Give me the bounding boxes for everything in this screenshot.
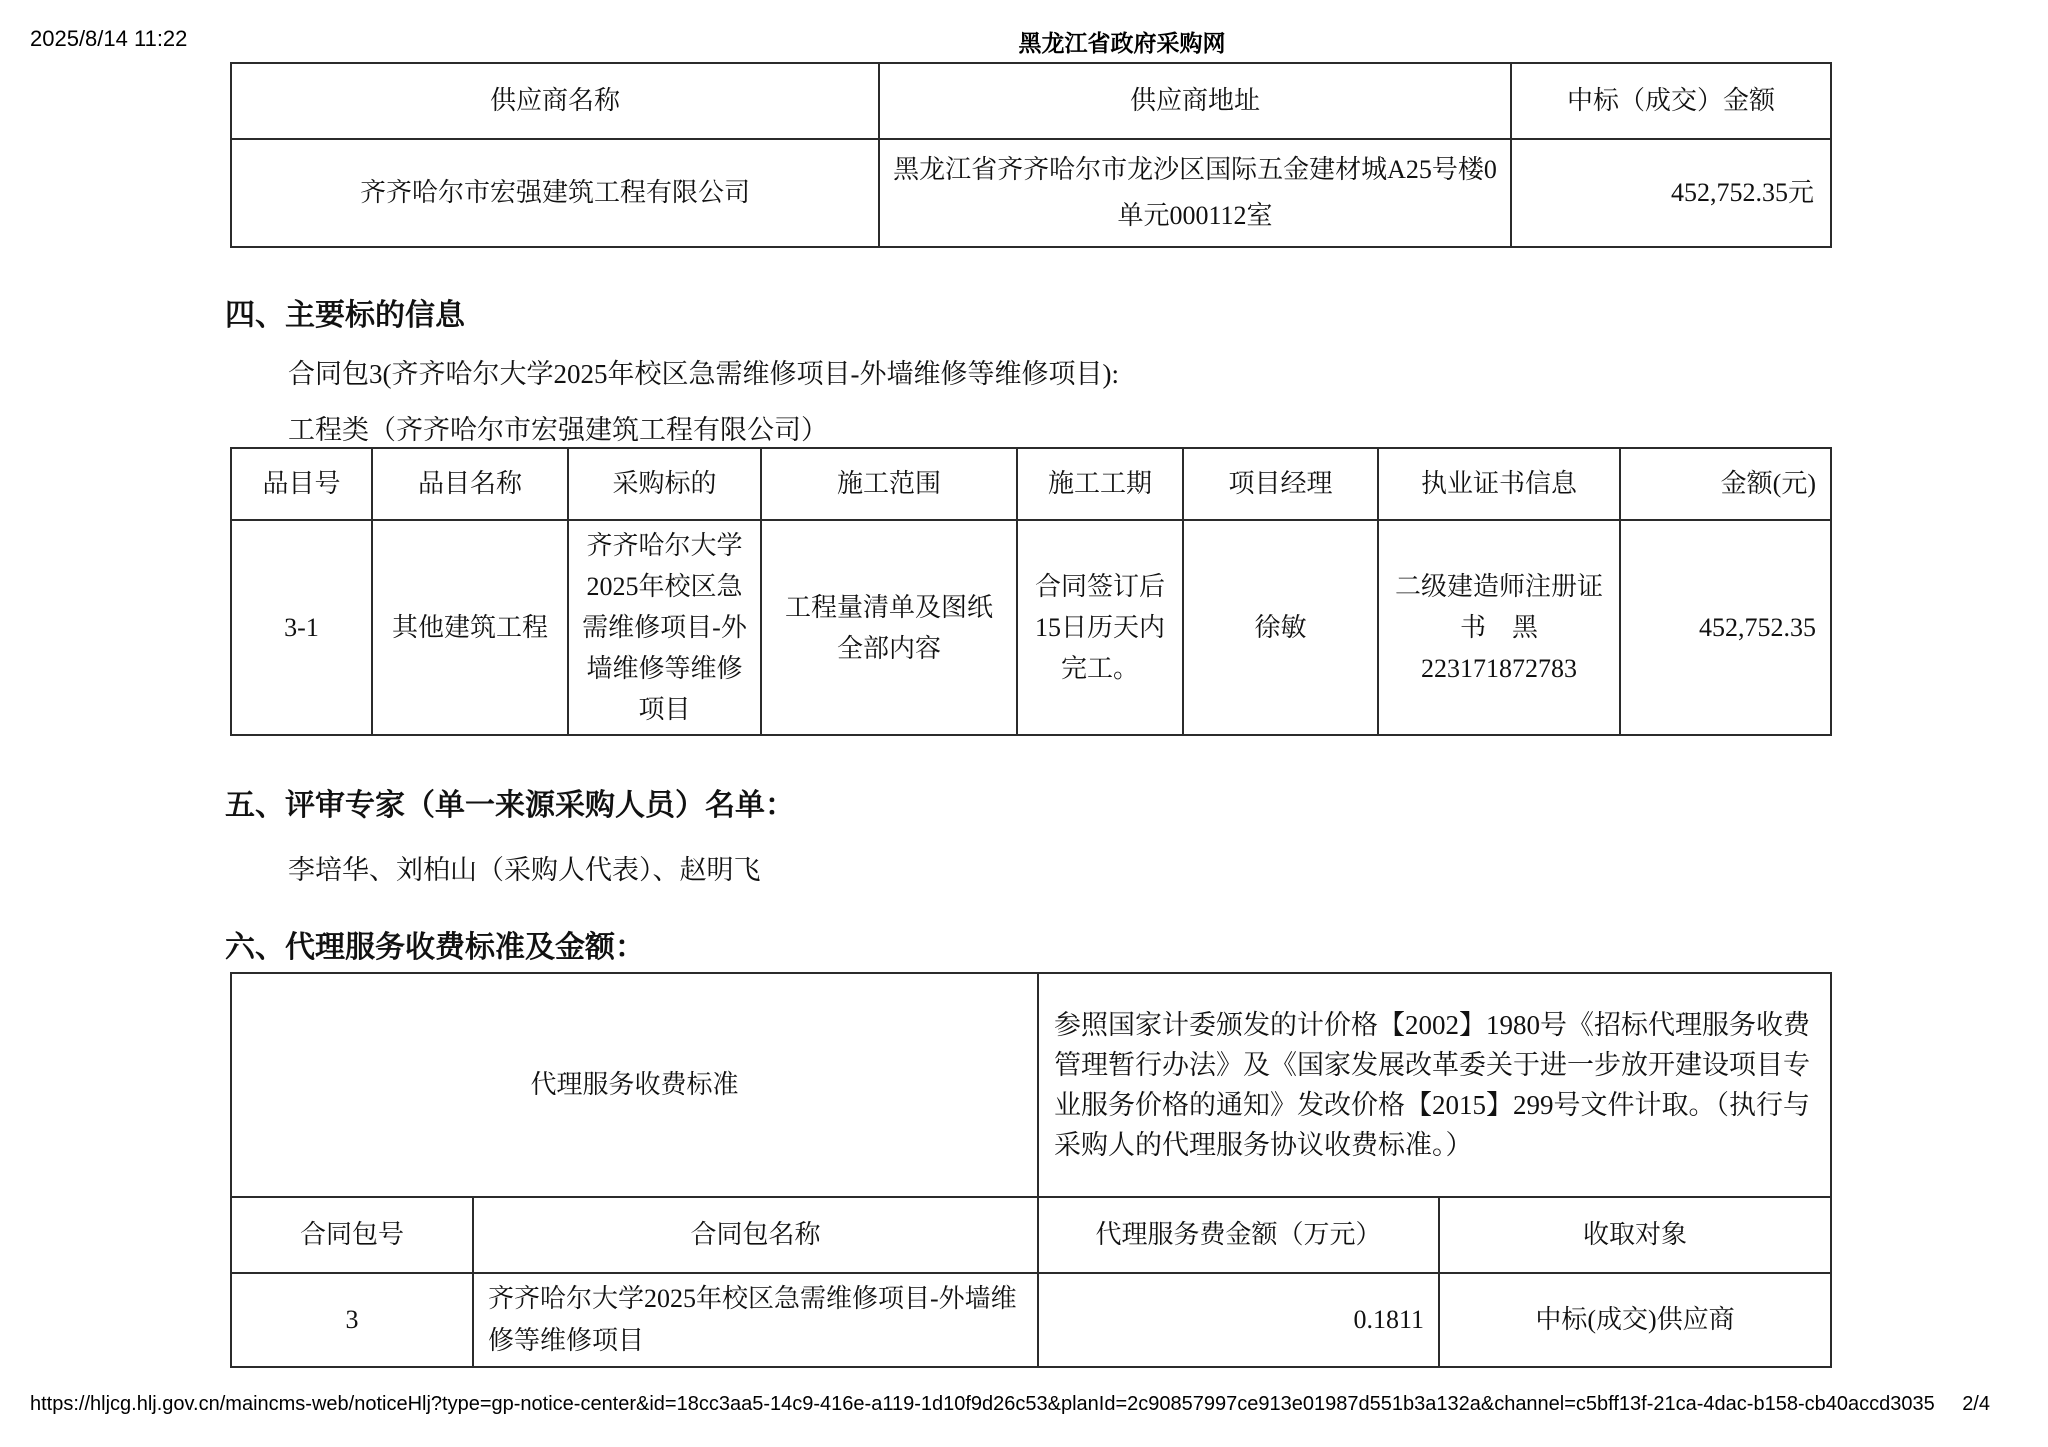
construction-scope-header: 施工范围: [761, 448, 1017, 520]
agency-table-header-row: [231, 1197, 1831, 1273]
fee-standard-text: 参照国家计委颁发的计价格【2002】1980号《招标代理服务收费管理暂行办法》及《国家发展改革委关于进一步放开建设项目专业服务价格的通知》发改价格【2015】299号文件计取。（执行与采购人的代理服务协议收费标准。）: [1038, 973, 1831, 1197]
award-amount-cell: 452,752.35元: [1511, 139, 1831, 247]
subject-table-header-row: [231, 448, 1831, 520]
amount-cell: 452,752.35: [1620, 520, 1831, 735]
certificate-cell: 二级建造师注册证书 黑223171872783: [1378, 520, 1620, 735]
payer-header: 收取对象: [1439, 1197, 1831, 1273]
package-name-header: 合同包名称: [473, 1197, 1038, 1273]
project-manager-header: 项目经理: [1183, 448, 1378, 520]
page-indicator: 2/4: [1962, 1393, 1990, 1415]
contract-package-line: 合同包3(齐齐哈尔大学2025年校区急需维修项目-外墙维修等维修项目):: [288, 359, 1119, 389]
fee-standard-label: 代理服务收费标准: [231, 973, 1038, 1197]
expert-names: 李培华、刘柏山（采购人代表）、赵明飞: [288, 855, 761, 885]
subject-table-data-row: [231, 520, 1831, 735]
site-title: 黑龙江省政府采购网: [1018, 30, 1226, 56]
construction-period-header: 施工工期: [1017, 448, 1183, 520]
project-type-line: 工程类（齐齐哈尔市宏强建筑工程有限公司）: [288, 415, 828, 445]
subject-table: [230, 447, 1832, 736]
agency-fee-cell: 0.1811: [1038, 1273, 1439, 1367]
construction-period-cell: 合同签订后15日历天内完工。: [1017, 520, 1183, 735]
supplier-name-cell: 齐齐哈尔市宏强建筑工程有限公司: [231, 139, 879, 247]
award-amount-header: 中标（成交）金额: [1511, 63, 1831, 139]
section-4-heading: 四、主要标的信息: [225, 299, 465, 332]
procurement-subject-header: 采购标的: [568, 448, 761, 520]
section-5-heading: 五、评审专家（单一来源采购人员）名单：: [225, 789, 795, 822]
amount-header: 金额(元): [1620, 448, 1831, 520]
supplier-name-header: 供应商名称: [231, 63, 879, 139]
project-manager-cell: 徐敏: [1183, 520, 1378, 735]
package-no-header: 合同包号: [231, 1197, 473, 1273]
package-name-cell: 齐齐哈尔大学2025年校区急需维修项目-外墙维修等维修项目: [473, 1273, 1038, 1367]
supplier-table-header-row: [231, 63, 1831, 139]
agency-fee-table: [230, 972, 1832, 1368]
section-6-heading: 六、代理服务收费标准及金额：: [225, 931, 645, 964]
supplier-address-header: 供应商地址: [879, 63, 1511, 139]
print-timestamp: 2025/8/14 11:22: [30, 26, 188, 51]
payer-cell: 中标(成交)供应商: [1439, 1273, 1831, 1367]
construction-scope-cell: 工程量清单及图纸全部内容: [761, 520, 1017, 735]
agency-table-data-row: [231, 1273, 1831, 1367]
agency-fee-header: 代理服务费金额（万元）: [1038, 1197, 1439, 1273]
supplier-address-cell: 黑龙江省齐齐哈尔市龙沙区国际五金建材城A25号楼0单元000112室: [879, 139, 1511, 247]
print-footer-url: https://hljcg.hlj.gov.cn/maincms-web/noticeHlj?type=gp-notice-center&id=18cc3aa5-14c9-416e-a119-1d10f9d26c53&planId=2c90857997ce913e01987d551b3a132a&channel=c5bff13f-21ca-4dac-b158-cb40accd3035: [30, 1393, 1935, 1415]
fee-standard-row: [231, 973, 1831, 1197]
supplier-table: [230, 62, 1832, 248]
item-name-cell: 其他建筑工程: [372, 520, 568, 735]
package-no-cell: 3: [231, 1273, 473, 1367]
procurement-subject-cell: 齐齐哈尔大学2025年校区急需维修项目-外墙维修等维修项目: [568, 520, 761, 735]
item-no-header: 品目号: [231, 448, 372, 520]
item-name-header: 品目名称: [372, 448, 568, 520]
supplier-table-data-row: [231, 139, 1831, 247]
item-no-cell: 3-1: [231, 520, 372, 735]
certificate-header: 执业证书信息: [1378, 448, 1620, 520]
